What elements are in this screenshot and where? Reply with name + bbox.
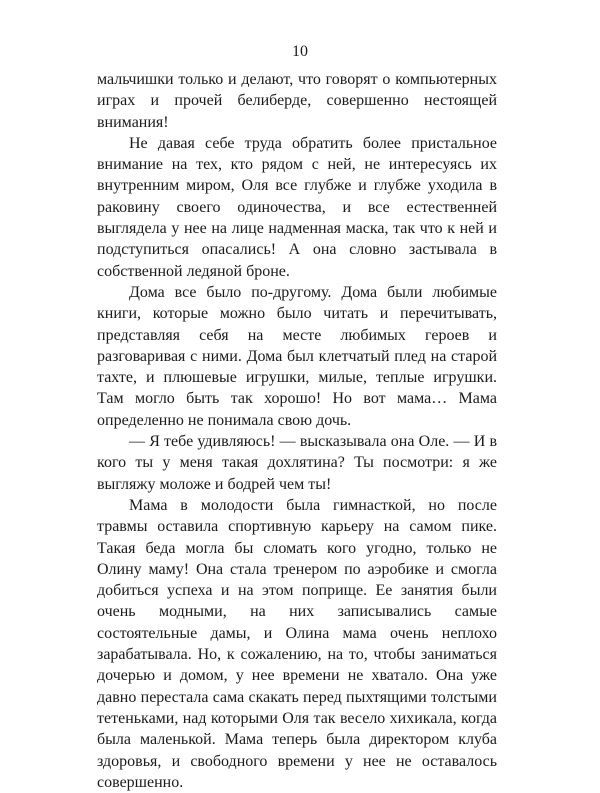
page-number: 10: [292, 43, 308, 60]
paragraph-2: Не давая себе труда обратить более пристальное внимание на тех, кто рядом с ней, не интересуясь их внутренним миром, Оля все глубже и глубже уходила в раковину своего одиночества, и все естественней выглядела у нее на лице надменная маска, так что к ней и подступиться опасались! А она словно застывала в собственной ледяной броне.: [97, 134, 497, 280]
paragraph-1: мальчишки только и делают, что говорят о компьютерных играх и прочей белиберде, совершенно нестоящей внимания!: [97, 71, 497, 131]
paragraph-4-dialogue: — Я тебе удивляюсь! — высказывала она Оле. — И в кого ты у меня такая дохлятина? Ты посмотри: я же выгляжу моложе и бодрей чем ты!: [97, 433, 497, 493]
paragraph-5: Мама в молодости была гимнасткой, но после травмы оставила спортивную карьеру на самом пике. Такая беда могла бы сломать кого угодно, только не Олину маму! Она стала тренером по аэробике и смогла добиться успеха и на этом поприще. Ее занятия были очень модными, на них записывались самые состоятельные дамы, и Олина мама очень неплохо зарабатывала. Но, к сожалению, на то, чтобы заниматься дочерью и домом, у нее времени не хватало. Она уже давно перестала сама скакать перед пыхтящими толстыми тетеньками, над которыми Оля так весело хихикала, когда была маленькой. Мама теперь была директором клуба здоровья, и свободного времени у нее не оставалось совершенно.: [97, 496, 497, 791]
body-text: [97, 69, 497, 793]
paragraph-3: Дома все было по-другому. Дома были любимые книги, которые можно было читать и перечитывать, представляя себя на месте любимых героев и разговаривая с ними. Дома был клетчатый плед на старой тахте, и плюшевые игрушки, милые, теплые игрушки. Там могло быть так хорошо! Но вот мама… Мама определенно не понимала свою дочь.: [97, 283, 497, 429]
